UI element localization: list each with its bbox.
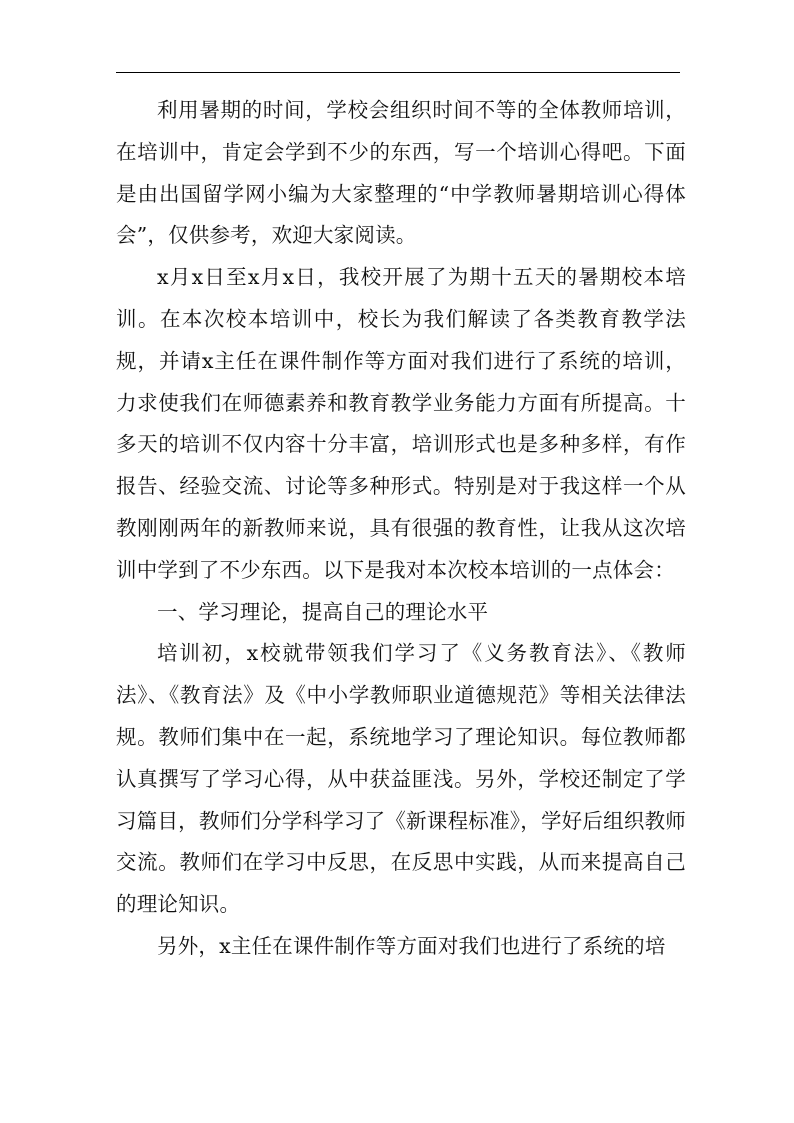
document-body bbox=[116, 90, 686, 968]
paragraph-courseware: 另外，x主任在课件制作等方面对我们也进行了系统的培 bbox=[157, 933, 666, 958]
paragraph-intro: 利用暑期的时间，学校会组织时间不等的全体教师培训，在培训中，肯定会学到不少的东西，写一个培训心得吧。下面是由出国留学网小编为大家整理的“中学教师暑期培训心得体会”，仅供参考，欢迎大家阅读。 bbox=[116, 98, 686, 248]
section-heading-1: 一、学习理论，提高自己的理论水平 bbox=[157, 599, 489, 624]
paragraph-training-overview: x月x日至x月x日，我校开展了为期十五天的暑期校本培训。在本次校本培训中，校长为我们解读了各类教育教学法规，并请x主任在课件制作等方面对我们进行了系统的培训，力求使我们在师德素养和教育教学业务能力方面有所提高。十多天的培训不仅内容十分丰富，培训形式也是多种多样，有作报告、经验交流、讨论等多种形式。特别是对于我这样一个从教刚刚两年的新教师来说，具有很强的教育性，让我从这次培训中学到了不少东西。以下是我对本次校本培训的一点体会： bbox=[116, 265, 686, 582]
header-rule bbox=[116, 72, 680, 73]
paragraph-theory-study: 培训初，x校就带领我们学习了《义务教育法》、《教师法》、《教育法》及《中小学教师职业道德规范》等相关法律法规。教师们集中在一起，系统地学习了理论知识。每位教师都认真撰写了学习心得，从中获益匪浅。另外，学校还制定了学习篇目，教师们分学科学习了《新课程标准》，学好后组织教师交流。教师们在学习中反思，在反思中实践，从而来提高自己的理论知识。 bbox=[116, 641, 686, 917]
